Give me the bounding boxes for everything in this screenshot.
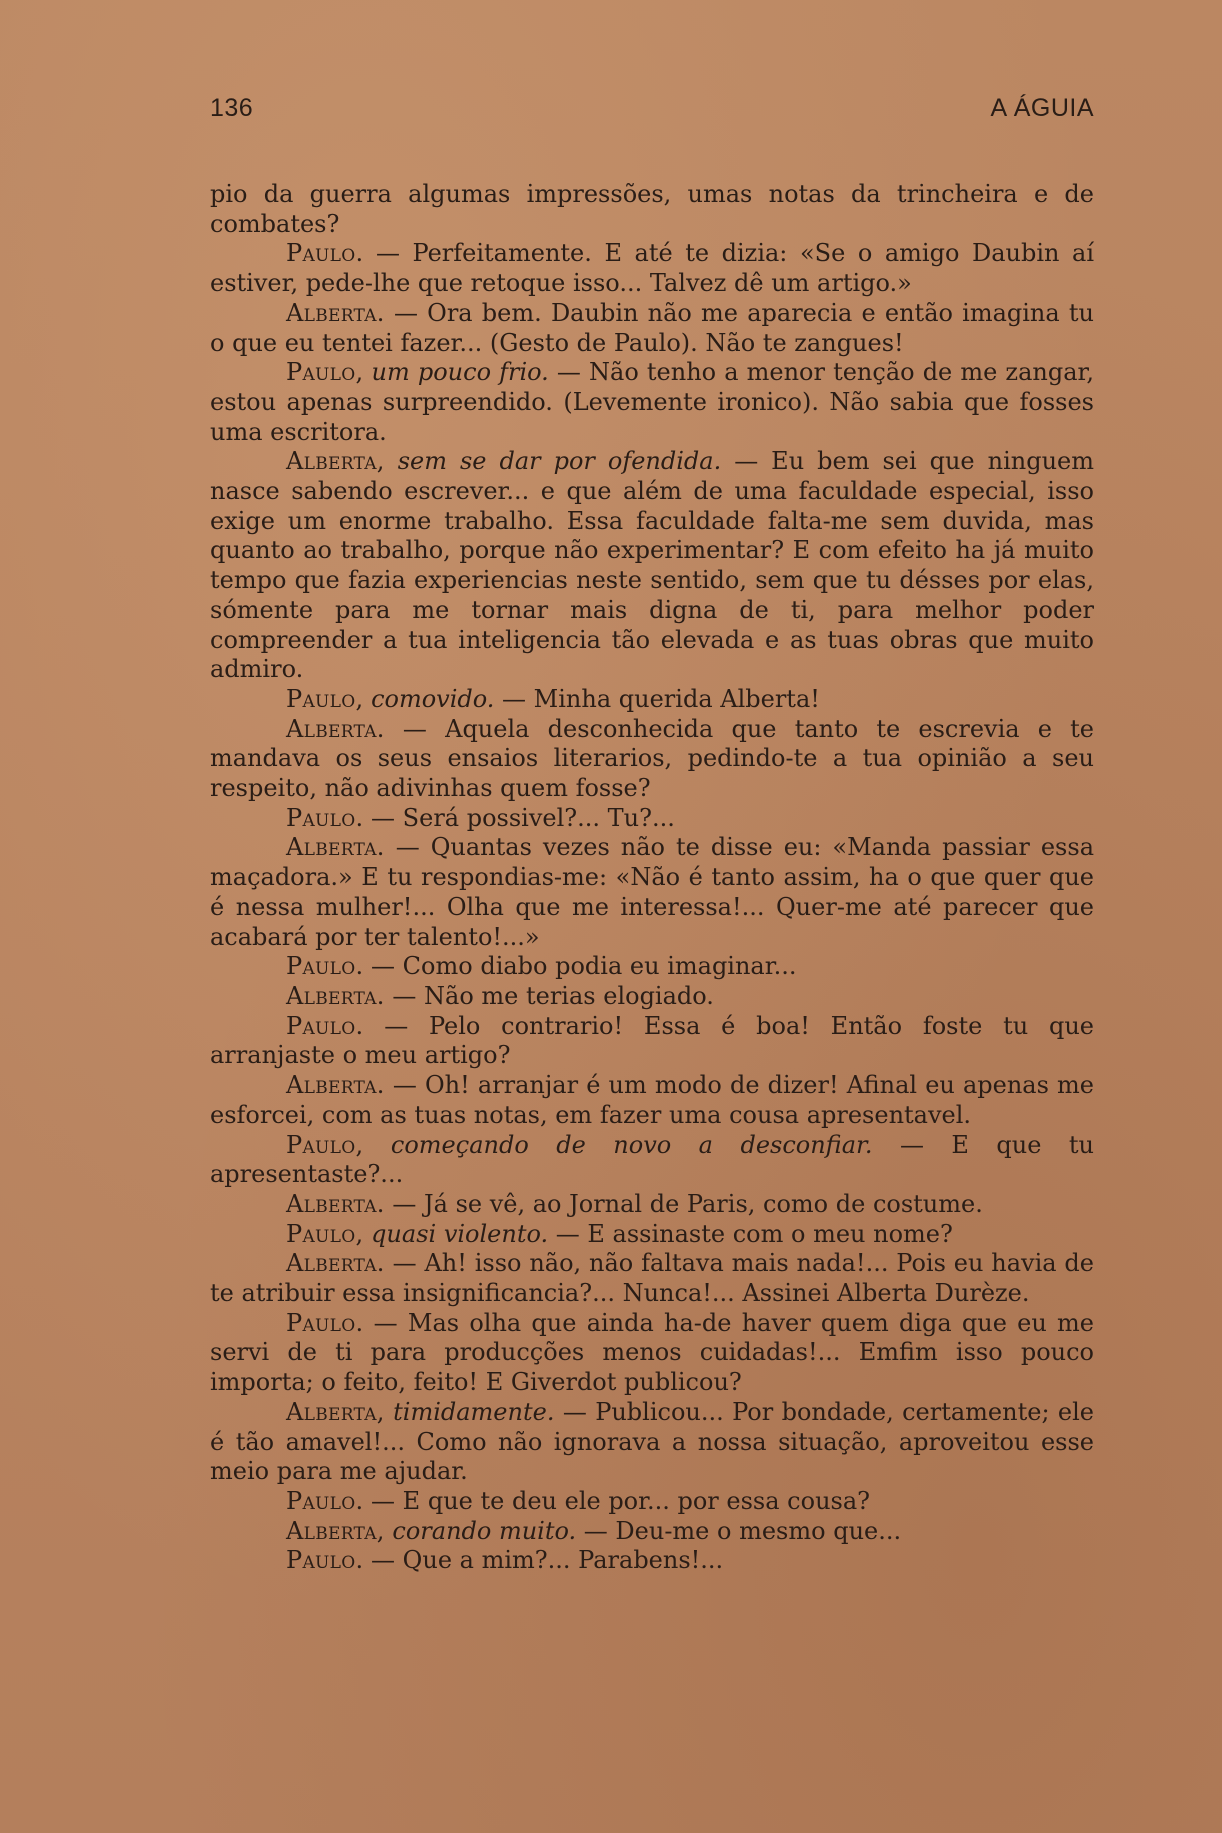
dialogue-line bbox=[210, 685, 1094, 715]
dialogue-text: — Quantas vezes não te disse eu: «Manda passiar essa maçadora.» E tu respondias-me: «Não é tanto assim, ha o que quer que é nessa mulher!... Olha que me interessa!... Quer-me até parecer que acabará por ter talento!...» bbox=[210, 833, 1094, 951]
dialogue-line bbox=[210, 715, 1094, 804]
dialogue-text: — Será possivel?... Tu?... bbox=[363, 803, 675, 832]
paragraph bbox=[210, 180, 1094, 239]
speaker-name: Alberta. bbox=[286, 1189, 385, 1218]
dialogue-text: — Pelo contrario! Essa é boa! Então foste tu que arranjaste o meu artigo? bbox=[210, 1011, 1094, 1070]
stage-direction: sem se dar por ofendida. bbox=[397, 447, 722, 476]
speaker-name: Paulo. bbox=[286, 952, 364, 981]
dialogue-line bbox=[210, 447, 1094, 685]
dialogue-line bbox=[210, 1071, 1094, 1130]
dialogue-text: — E que te deu ele por... por essa cousa? bbox=[363, 1486, 871, 1515]
speaker-name: Alberta. bbox=[286, 833, 385, 862]
stage-direction: quasi violento. bbox=[371, 1219, 549, 1248]
dialogue-text: — Eu bem sei que ninguem nasce sabendo escrever... e que além de uma faculdade especial, isso exige um enorme trabalho. Essa faculdade falta-me sem duvida, mas quanto ao trabalho, porque não experimentar? E com efeito ha já muito tempo que fazia experiencias neste sentido, sem que tu désses por elas, sómente para me tornar mais digna de ti, para melhor poder compreender a tua inteligencia tão elevada e as tuas obras que muito admiro. bbox=[210, 447, 1094, 684]
dialogue-text: — Ah! isso não, não faltava mais nada!... Pois eu havia de te atribuir essa insignificancia?... Nunca!... Assinei Alberta Durèze. bbox=[210, 1249, 1094, 1308]
dialogue-text: — Como diabo podia eu imaginar... bbox=[363, 952, 797, 981]
dialogue-text: — E que tu apresentaste?... bbox=[210, 1130, 1094, 1189]
dialogue-line bbox=[210, 982, 1094, 1012]
speaker-name: Paulo, bbox=[286, 358, 364, 387]
dialogue-line bbox=[210, 239, 1094, 298]
dialogue-text: — Que a mim?... Parabens!... bbox=[363, 1546, 724, 1575]
body-text bbox=[210, 180, 1094, 1576]
dialogue-line bbox=[210, 833, 1094, 952]
dialogue-text: — Oh! arranjar é um modo de dizer! Afinal eu apenas me esforcei, com as tuas notas, em fazer uma cousa apresentavel. bbox=[210, 1071, 1094, 1129]
dialogue-line bbox=[210, 804, 1094, 834]
dialogue-line bbox=[210, 1398, 1094, 1487]
page-header bbox=[210, 94, 1094, 128]
page-number: 136 bbox=[210, 94, 254, 122]
speaker-name: Alberta. bbox=[286, 981, 385, 1010]
speaker-name: Alberta. bbox=[286, 1249, 385, 1278]
dialogue-line bbox=[210, 299, 1094, 358]
dialogue-text: — Não tenho a menor tenção de me zangar, estou apenas surpreendido. (Levemente ironico). Não sabia que fosses uma escritora. bbox=[210, 358, 1094, 446]
dialogue-text: — Deu-me o mesmo que... bbox=[576, 1516, 902, 1545]
speaker-name: Paulo. bbox=[286, 239, 364, 268]
dialogue-line bbox=[210, 1220, 1094, 1250]
speaker-name: Paulo. bbox=[286, 1546, 364, 1575]
speaker-name: Alberta, bbox=[286, 1516, 385, 1545]
speaker-name: Alberta, bbox=[286, 447, 385, 476]
dialogue-text: — Publicou... Por bondade, certamente; ele é tão amavel!... Como não ignorava a nossa situação, aproveitou esse meio para me ajudar. bbox=[210, 1397, 1094, 1486]
stage-direction: começando de novo a desconfiar. bbox=[390, 1130, 873, 1159]
dialogue-text: — Não me terias elogiado. bbox=[384, 981, 714, 1010]
speaker-name: Paulo, bbox=[286, 1219, 364, 1248]
running-title: A ÁGUIA bbox=[990, 94, 1094, 122]
stage-direction: corando muito. bbox=[392, 1516, 577, 1545]
dialogue-text: — E assinaste com o meu nome? bbox=[548, 1219, 953, 1248]
dialogue-text: — Aquela desconhecida que tanto te escrevia e te mandava os seus ensaios literarios, pedindo-te a tua opinião a seu respeito, não adivinhas quem fosse? bbox=[210, 714, 1094, 803]
speaker-name: Paulo, bbox=[286, 1130, 364, 1159]
speaker-name: Alberta. bbox=[286, 714, 385, 743]
stage-direction: um pouco frio. bbox=[371, 358, 549, 387]
dialogue-text: — Minha querida Alberta! bbox=[494, 684, 820, 713]
speaker-name: Paulo. bbox=[286, 1486, 364, 1515]
speaker-name: Alberta. bbox=[286, 1071, 385, 1100]
speaker-name: Paulo. bbox=[286, 1308, 364, 1337]
paragraph-text: pio da guerra algumas impressões, umas notas da trincheira e de combates? bbox=[210, 180, 1094, 238]
stage-direction: comovido. bbox=[371, 684, 495, 713]
dialogue-line bbox=[210, 1546, 1094, 1576]
dialogue-line bbox=[210, 1249, 1094, 1308]
dialogue-line bbox=[210, 1012, 1094, 1071]
dialogue-text: — Já se vê, ao Jornal de Paris, como de costume. bbox=[384, 1189, 983, 1218]
dialogue-line bbox=[210, 952, 1094, 982]
dialogue-text: — Mas olha que ainda ha-de haver quem diga que eu me servi de ti para producções menos cuidadas!... Emfim isso pouco importa; o feito, feito! E Giverdot publicou? bbox=[210, 1308, 1094, 1397]
speaker-name: Paulo, bbox=[286, 684, 364, 713]
dialogue-line bbox=[210, 358, 1094, 447]
dialogue-line bbox=[210, 1190, 1094, 1220]
dialogue-line bbox=[210, 1487, 1094, 1517]
speaker-name: Paulo. bbox=[286, 1011, 364, 1040]
dialogue-text: — Ora bem. Daubin não me aparecia e então imagina tu o que eu tentei fazer... (Gesto de Paulo). Não te zangues! bbox=[210, 298, 1094, 357]
speaker-name: Alberta, bbox=[286, 1397, 385, 1426]
stage-direction: timidamente. bbox=[393, 1397, 555, 1426]
speaker-name: Alberta. bbox=[286, 298, 385, 327]
dialogue-line bbox=[210, 1517, 1094, 1547]
speaker-name: Paulo. bbox=[286, 803, 364, 832]
dialogue-line bbox=[210, 1309, 1094, 1398]
dialogue-line bbox=[210, 1131, 1094, 1190]
dialogue-text: — Perfeitamente. E até te dizia: «Se o amigo Daubin aí estiver, pede-lhe que retoque isso... Talvez dê um artigo.» bbox=[210, 239, 1094, 298]
